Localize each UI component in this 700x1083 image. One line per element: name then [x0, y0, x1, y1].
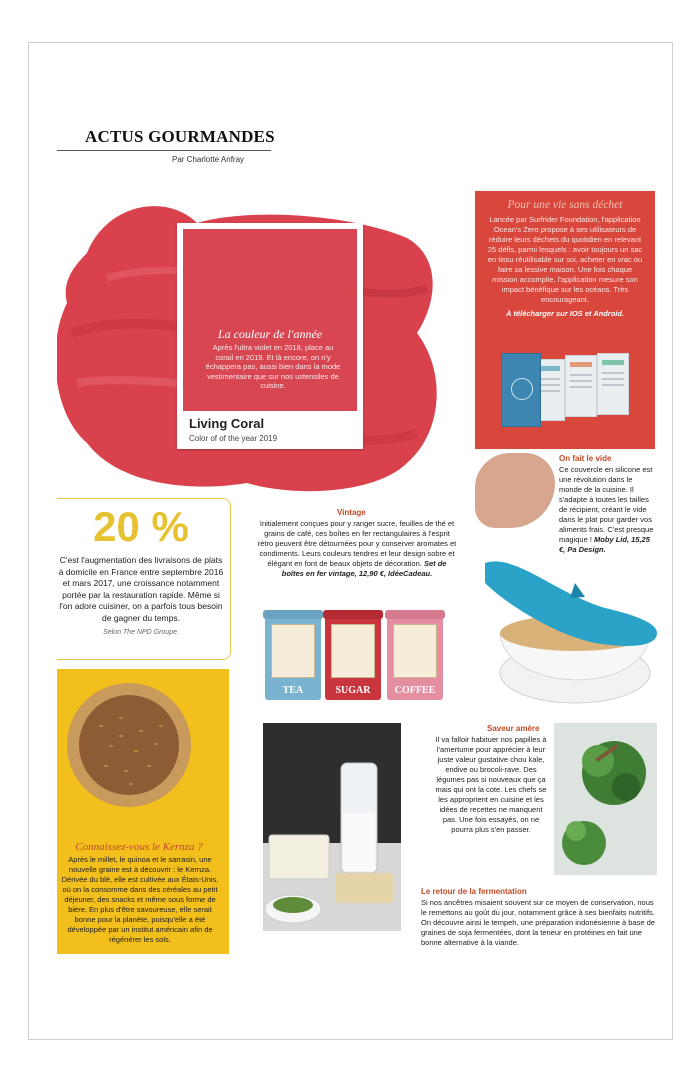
bitter-heading: Saveur amère [487, 724, 540, 733]
color-year-title: La couleur de l'année [217, 327, 323, 341]
hand-image [475, 453, 555, 528]
tempeh-photo [263, 723, 401, 931]
swatch-subtitle: Color of of the year 2019 [189, 434, 278, 443]
sugar-tin-image [325, 610, 381, 700]
title-rule [57, 150, 271, 151]
lid-heading: On fait le vide [559, 454, 612, 463]
vintage-credit: Set de boîtes en fer vintage, 12,90 €, IdéeCadeau. [281, 559, 447, 578]
app-main-screen-image [501, 353, 541, 427]
kernza-box [57, 669, 229, 954]
app-screenshot-image [597, 353, 629, 415]
vintage-text [257, 519, 457, 579]
tin-label: TEA [282, 685, 304, 696]
byline: Par Charlotte Anfray [172, 155, 245, 164]
stat-text: C'est l'augmentation des livraisons de plats à domicile en France entre septembre 2016 et mars 2017, une croissance notamment portée par la restauration rapide. Même si l'on adore cuisiner, on a parfois tous besoin de gagner du temps. [58, 555, 224, 623]
zero-waste-box [475, 191, 655, 449]
lid-body: Ce couvercle en silicone est une révolution dans le monde de la cuisine. Il s'adapte à toutes les tailles de récipient, créant le vide dans le plat pour garder vos aliments frais. C'est presque magique ! [559, 465, 654, 544]
tea-tin-image [265, 610, 321, 700]
tin-label: SUGAR [335, 685, 371, 696]
app-screenshot-image [565, 355, 597, 417]
fermentation-heading: Le retour de la fermentation [421, 887, 527, 896]
section-title: ACTUS GOURMANDES [85, 127, 275, 146]
tin-label: COFFEE [394, 685, 436, 696]
zero-waste-text: Lancée par Surfrider Foundation, l'application Ocean's Zero propose à ses utilisateurs de réduire leurs déchets du quotidien en relevant 25 défis, parmi lesquels : avoir toujours un sac en tissu réutilisable sur soi, acheter en vrac ou faire sa lessive maison. Une fois chaque mission accomplie, l'application mesure son impact bénéfique sur les océans. Très encourageant. [487, 215, 643, 304]
swatch-color-block [183, 229, 357, 411]
bitter-text: Il va falloir habituer nos papilles à l'amertume pour apprécier à leur juste valeur gustative chou kale, endive ou brocoli-rave. Des légumes pas si nouveaux que ça mais qui ont la cote. Les chefs se les approprient en cuisine et les idées de recettes ne manquent pas. Une fois essayés, on ne pourra plus s'en passer. [435, 735, 547, 834]
swatch-name: Living Coral [189, 416, 265, 431]
kernza-title: Connaissez-vous le Kernza ? [75, 841, 203, 853]
color-year-text: Après l'ultra violet en 2018, place au corail en 2019. Et là encore, on n'y échappera pas, aussi bien dans la mode vestimentaire que sur nos ustensiles de cuisine. [205, 343, 341, 390]
grain-bowl-image [67, 683, 191, 807]
vintage-heading: Vintage [337, 508, 366, 517]
coffee-tin-image [387, 610, 443, 700]
magazine-page [57, 113, 657, 971]
pantone-swatch-card [177, 223, 363, 449]
stat-source: Selon The NPD Groupe. [103, 629, 179, 636]
zero-waste-title: Pour une vie sans déchet [507, 199, 623, 211]
zero-waste-download: À télécharger sur IOS et Android. [505, 309, 625, 318]
lid-credit: Moby Lid, 15,25 €, Pa Design. [559, 535, 650, 554]
kernza-text: Après le millet, le quinoa et le sarrasin, une nouvelle graine est à découvrir : le Kernza. Dérivée du blé, elle est cultivée aux États-Unis, où on la consomme dans des céréales au petit déjeuner, des snacks et même sous forme de bière. En plus d'être savoureuse, elle serait bonne pour la planète, puisqu'elle a été développée par un institut américain afin de régénérer les sols. [61, 855, 219, 944]
lid-text [559, 465, 655, 555]
vintage-body: Initialement conçues pour y ranger sucre, feuilles de thé et grains de café, ces boîtes en fer rectangulaires à l'esprit rétro peuvent être détournées pour y conserver aromates et condiments. Leurs couleurs tendres et leur design sobre et élégant en font de beaux objets de décoration. [257, 519, 457, 568]
stat-value: 20 % [93, 503, 189, 550]
stat-box [57, 498, 231, 660]
kale-photo [554, 723, 657, 875]
fermentation-text: Si nos ancêtres misaient souvent sur ce moyen de conservation, nous le remettons au goût du jour, notamment grâce à ses bienfaits nutritifs. On découvre ainsi le tempeh, une préparation indonésienne à base de graines de soja fermentées, dont la teneur en protéines en fait une bonne alternative à la viande. [421, 898, 655, 947]
